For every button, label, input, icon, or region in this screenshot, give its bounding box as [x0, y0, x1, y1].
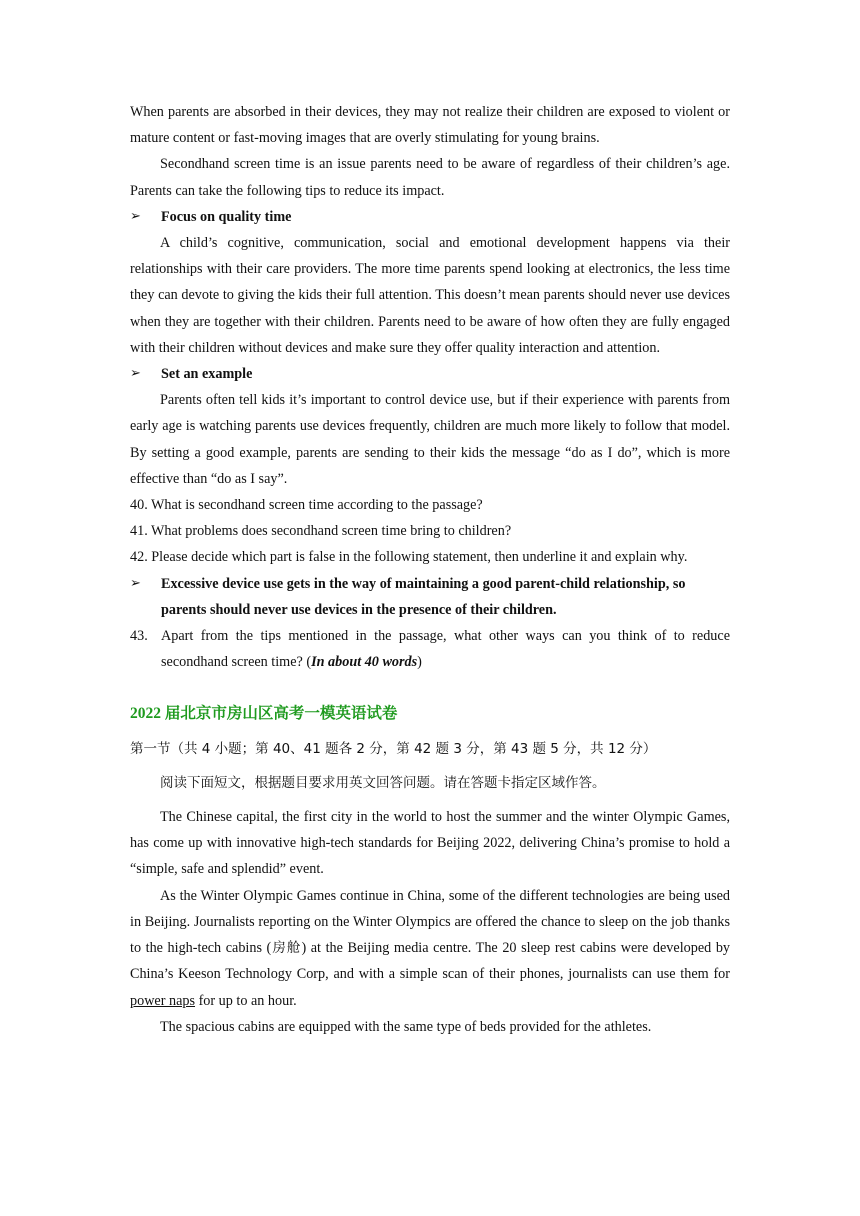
word-limit: In about 40 words — [311, 654, 418, 671]
question-text: Apart from the tips mentioned in the passage, what other ways can you think of to reduce secondhand screen time? (In about 40 words) — [161, 628, 730, 671]
question-number: 43. — [130, 628, 148, 645]
question-40: 40. What is secondhand screen time according to the passage? — [130, 497, 483, 514]
arrow-bullet-icon: ➢ — [130, 208, 141, 224]
question-41: 41. What problems does secondhand screen time bring to children? — [130, 523, 512, 540]
arrow-bullet-icon: ➢ — [130, 366, 141, 382]
paragraph: The Chinese capital, the first city in the world to host the summer and the winter Olympic Games, has come up with innovative high-tech standards for Beijing 2022, delivering China’s promise to hold a “simple, safe and splendid” event. — [130, 809, 730, 878]
question-42: 42. Please decide which part is false in the following statement, then underline it and explain why. — [130, 549, 688, 566]
paragraph: As the Winter Olympic Games continue in China, some of the different technologies are being used in Beijing. Journalists reporting on the Winter Olympics are offered the chance to sleep on the job thanks to the high-tech cabins (房舱) at the Beijing media centre. The 20 sleep rest cabins were developed by China’s Keeson Technology Corp, and with a simple scan of their phones, journalists can use them for power naps for up to an hour. — [130, 887, 731, 1009]
tip-heading — [130, 361, 730, 387]
paragraph: Secondhand screen time is an issue parents need to be aware of regardless of their children’s age. Parents can take the following tips to reduce its impact. — [130, 156, 730, 199]
paragraph: The spacious cabins are equipped with the same type of beds provided for the athletes. — [160, 1018, 652, 1035]
section-instruction: 阅读下面短文，根据题目要求用英文回答问题。请在答题卡指定区域作答。 — [160, 774, 606, 791]
document-page — [130, 99, 730, 1040]
question-42-statement — [130, 571, 730, 623]
tip-heading-label: Focus on quality time — [161, 208, 292, 225]
arrow-bullet-icon: ➢ — [130, 575, 141, 591]
tip-heading-label: Set an example — [161, 366, 253, 383]
underlined-term: power naps — [130, 992, 196, 1009]
section-title: 2022 届北京市房山区高考一模英语试卷 — [130, 705, 398, 723]
paragraph: Parents often tell kids it’s important to control device use, but if their experience with parents from early age is watching parents use devices frequently, children are much more likely to follow that model. By setting a good example, parents are sending to their kids the message “do as I do”, which is more effective than “do as I say”. — [130, 392, 730, 487]
tip-heading — [130, 204, 730, 230]
statement-text: Excessive device use gets in the way of maintaining a good parent-child relationship, so parents should never use devices in the presence of their children. — [161, 575, 686, 618]
paragraph: A child’s cognitive, communication, social and emotional development happens via their relationships with their care providers. The more time parents spend looking at electronics, the less time they can devote to giving the kids their full attention. This doesn’t mean parents should never use devices when they are together with their children. Parents need to be aware of how often they are fully engaged with their children without devices and make sure they offer quality interaction and attention. — [130, 235, 730, 356]
paragraph: When parents are absorbed in their devices, they may not realize their children are exposed to violent or mature content or fast-moving images that are overly stimulating for young brains. — [130, 104, 730, 147]
question-43 — [130, 623, 730, 675]
section-subtitle: 第一节（共 4 小题；第 40、41 题各 2 分，第 42 题 3 分，第 43 题 5 分，共 12 分） — [130, 740, 657, 757]
